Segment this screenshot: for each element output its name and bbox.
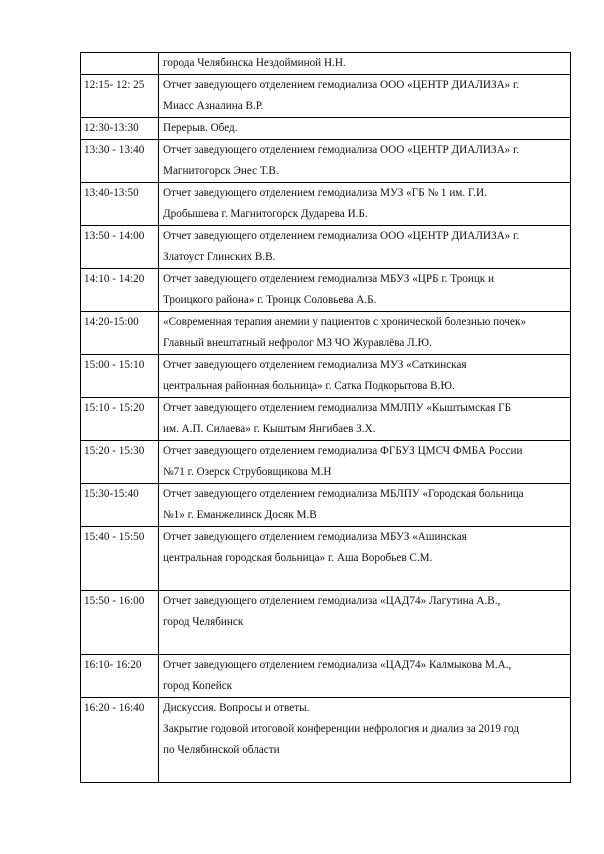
table-row [81, 312, 571, 355]
description-cell [159, 75, 571, 118]
description-cell [159, 118, 571, 140]
description-cell [159, 312, 571, 355]
description-line: центральная районная больница» г. Сатка Подкорытова В.Ю. [163, 380, 455, 392]
time-cell [81, 53, 159, 75]
description-line: Закрытие годовой итоговой конференции нефрология и диализ за 2019 год [163, 723, 519, 735]
description-line: Дискуссия. Вопросы и ответы. [163, 702, 310, 714]
description-line: «Современная терапия анемии у пациентов с хронической болезнью почек» [163, 316, 527, 328]
description-cell [159, 355, 571, 398]
description-line: Дробышева г. Магнитогорск Дударева И.Б. [163, 208, 368, 220]
time-cell: 12:30-13:30 [81, 118, 159, 140]
time-cell: 16:20 - 16:40 [81, 698, 159, 783]
description-line: Отчет заведующего отделением гемодиализа ООО «ЦЕНТР ДИАЛИЗА» г. [163, 144, 520, 156]
description-cell [159, 527, 571, 591]
description-line [163, 633, 567, 654]
time-cell: 14:20-15:00 [81, 312, 159, 355]
description-line: Магнитогорск Энес Т.В. [163, 165, 279, 177]
time-cell: 15:40 - 15:50 [81, 527, 159, 591]
table-row [81, 226, 571, 269]
description-line: города Челябинска Нездойминой Н.Н. [163, 57, 346, 69]
description-line: №71 г. Озерск Струбовщикова М.Н [163, 466, 332, 478]
description-cell [159, 591, 571, 655]
time-cell: 13:50 - 14:00 [81, 226, 159, 269]
time-cell: 16:10- 16:20 [81, 655, 159, 698]
description-line: Златоуст Глинских В.В. [163, 251, 276, 263]
description-line: Отчет заведующего отделением гемодиализа ООО «ЦЕНТР ДИАЛИЗА» г. [163, 230, 520, 242]
description-cell [159, 698, 571, 783]
table-row [81, 355, 571, 398]
description-cell [159, 398, 571, 441]
description-line [163, 569, 567, 590]
description-line: город Челябинск [163, 616, 244, 628]
description-cell [159, 655, 571, 698]
description-line: Отчет заведующего отделением гемодиализа «ЦАД74» Калмыкова М.А., [163, 659, 512, 671]
time-cell: 13:30 - 13:40 [81, 140, 159, 183]
table-row [81, 441, 571, 484]
description-line: им. А.П. Силаева» г. Кыштым Янгибаев З.Х. [163, 423, 376, 435]
description-line: Отчет заведующего отделением гемодиализа МБУЗ «ЦРБ г. Троицк и [163, 273, 495, 285]
description-line [163, 761, 567, 782]
time-cell: 12:15- 12: 25 [81, 75, 159, 118]
description-line: Отчет заведующего отделением гемодиализа МУЗ «ГБ № 1 им. Г.И. [163, 187, 487, 199]
description-line: город Копейск [163, 680, 233, 692]
description-line: Отчет заведующего отделением гемодиализа МБУЗ «Ашинская [163, 531, 467, 543]
table-row [81, 484, 571, 527]
table-row [81, 655, 571, 698]
description-line: Отчет заведующего отделением гемодиализа МБЛПУ «Городская больница [163, 488, 524, 500]
description-line: Отчет заведующего отделением гемодиализа ФГБУЗ ЦМСЧ ФМБА России [163, 445, 523, 457]
description-cell [159, 441, 571, 484]
description-cell [159, 484, 571, 527]
table-row [81, 140, 571, 183]
description-line: №1» г. Еманжелинск Досяк М.В [163, 509, 317, 521]
description-cell [159, 226, 571, 269]
table-row [81, 591, 571, 655]
schedule-table [80, 52, 571, 783]
time-cell: 13:40-13:50 [81, 183, 159, 226]
description-line: Отчет заведующего отделением гемодиализа ММЛПУ «Кыштымская ГБ [163, 402, 512, 414]
description-line: Главный внештатный нефролог МЗ ЧО Журавлёва Л.Ю. [163, 337, 432, 349]
table-row [81, 398, 571, 441]
time-cell: 15:30-15:40 [81, 484, 159, 527]
time-cell: 15:20 - 15:30 [81, 441, 159, 484]
table-row [81, 527, 571, 591]
description-cell [159, 53, 571, 75]
time-cell: 15:00 - 15:10 [81, 355, 159, 398]
description-line: по Челябинской области [163, 744, 280, 756]
description-line: Отчет заведующего отделением гемодиализа ООО «ЦЕНТР ДИАЛИЗА» г. [163, 79, 520, 91]
description-cell [159, 183, 571, 226]
table-row [81, 269, 571, 312]
table-row [81, 118, 571, 140]
table-row [81, 75, 571, 118]
description-cell [159, 140, 571, 183]
table-row [81, 698, 571, 783]
description-cell [159, 269, 571, 312]
table-row [81, 53, 571, 75]
description-line: Перерыв. Обед. [163, 122, 238, 134]
time-cell: 15:50 - 16:00 [81, 591, 159, 655]
description-line: Миасс Азналина В.Р. [163, 100, 264, 112]
description-line: Отчет заведующего отделением гемодиализа «ЦАД74» Лагутина А.В., [163, 595, 501, 607]
time-cell: 14:10 - 14:20 [81, 269, 159, 312]
time-cell: 15:10 - 15:20 [81, 398, 159, 441]
table-row [81, 183, 571, 226]
description-line: Отчет заведующего отделением гемодиализа МУЗ «Саткинская [163, 359, 467, 371]
description-line: центральная городская больница» г. Аша Воробьев С.М. [163, 552, 433, 564]
description-line: Троицкого района» г. Троицк Соловьева А.Б. [163, 294, 377, 306]
